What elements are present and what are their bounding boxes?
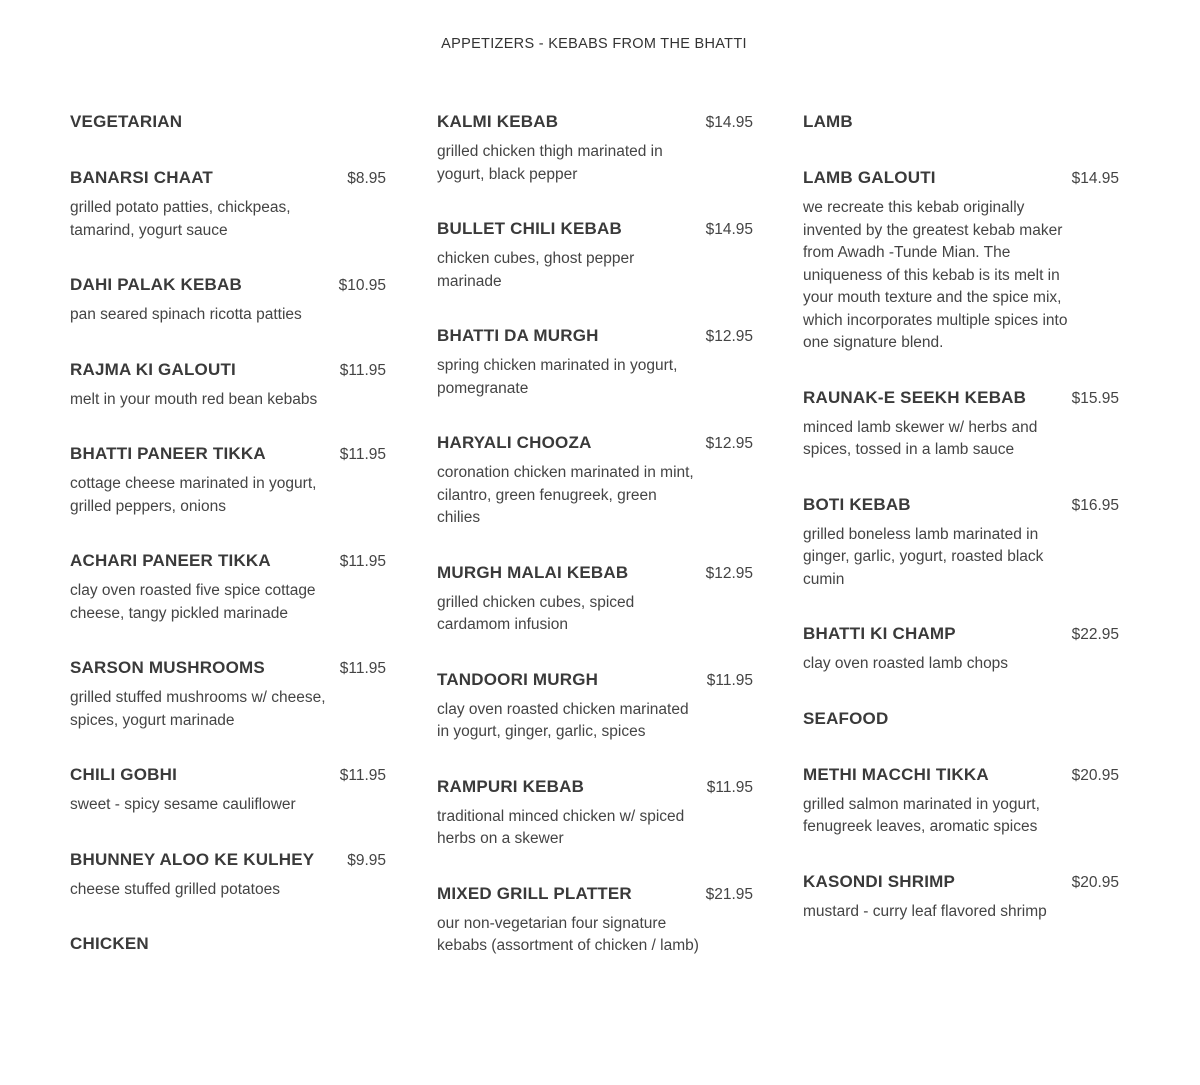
menu-item-name: MIXED GRILL PLATTER	[437, 883, 632, 903]
menu-item-name: HARYALI CHOOZA	[437, 433, 592, 452]
menu-item-name: DAHI PALAK KEBAB	[70, 275, 242, 294]
menu-item-name: BHUNNEY ALOO KE KULHEY	[70, 849, 315, 869]
menu-item-header	[803, 871, 1119, 893]
menu-item	[70, 443, 386, 518]
menu-item-header	[70, 167, 386, 189]
menu-item-description: grilled potato patties, chickpeas, tamarind, yogurt sauce	[70, 199, 291, 239]
menu-item-name: RAJMA KI GALOUTI	[70, 359, 236, 379]
menu-item-price: $15.95	[1071, 389, 1119, 407]
menu-item-header	[803, 764, 1119, 786]
menu-item-header	[70, 550, 386, 572]
menu-item-description: cottage cheese marinated in yogurt, grilled peppers, onions	[70, 475, 317, 515]
menu-item-price: $11.95	[339, 361, 386, 379]
menu-item-name: BHATTI PANEER TIKKA	[70, 444, 266, 463]
menu-item	[437, 111, 753, 186]
menu-item-name: CHILI GOBHI	[70, 765, 178, 784]
menu-item	[437, 562, 753, 637]
menu-item-header	[70, 359, 386, 381]
menu-item	[437, 669, 753, 744]
menu-item-header	[70, 849, 386, 871]
menu-item-header	[437, 562, 753, 584]
menu-item-header	[437, 883, 753, 905]
menu-item	[803, 494, 1119, 592]
menu-item-price: $14.95	[1071, 170, 1119, 187]
menu-item-name: MURGH MALAI KEBAB	[437, 562, 629, 582]
menu-item-price: $12.95	[705, 435, 753, 452]
menu-item-description: our non-vegetarian four signature kebabs (assortment of chicken / lamb)	[437, 914, 699, 954]
menu-item-header	[803, 167, 1119, 189]
menu-item-description: clay oven roasted chicken marinated in yogurt, ginger, garlic, spices	[437, 700, 689, 740]
menu-item-price: $21.95	[705, 885, 753, 903]
menu-item-header	[803, 494, 1119, 516]
menu-item-header	[437, 432, 753, 454]
menu-item-description: grilled chicken cubes, spiced cardamom infusion	[437, 593, 635, 633]
menu-item-name: BHATTI DA MURGH	[437, 326, 599, 345]
menu-item-header	[70, 443, 386, 465]
menu-item	[803, 764, 1119, 839]
menu-item-name: KASONDI SHRIMP	[803, 871, 956, 891]
menu-item	[803, 623, 1119, 676]
menu-item-name: ACHARI PANEER TIKKA	[70, 551, 271, 570]
menu-item-name: BULLET CHILI KEBAB	[437, 219, 622, 238]
menu-item-price: $11.95	[339, 553, 386, 570]
menu-item-description: coronation chicken marinated in mint, cilantro, green fenugreek, green chilies	[437, 464, 694, 526]
menu-item	[437, 883, 753, 958]
menu-item-name: LAMB GALOUTI	[803, 168, 936, 187]
menu-item-name: TANDOORI MURGH	[437, 669, 599, 689]
menu-item	[70, 359, 386, 412]
menu-item-price: $11.95	[706, 671, 753, 689]
menu-item-price: $16.95	[1071, 496, 1119, 514]
menu-item-price: $8.95	[347, 170, 386, 187]
menu-item-header	[437, 218, 753, 240]
menu-item-price: $20.95	[1071, 766, 1119, 784]
menu-item-name: BANARSI CHAAT	[70, 168, 213, 187]
menu-item-header	[437, 669, 753, 691]
menu-item-price: $22.95	[1071, 626, 1119, 643]
menu-item-description: grilled chicken thigh marinated in yogurt, black pepper	[437, 143, 663, 183]
menu-item-description: grilled stuffed mushrooms w/ cheese, spices, yogurt marinade	[70, 689, 326, 729]
menu-item	[70, 274, 386, 327]
menu-item-header	[437, 325, 753, 347]
menu-column-2	[437, 111, 753, 990]
section-heading: SEAFOOD	[803, 708, 889, 728]
menu-item-description: traditional minced chicken w/ spiced herbs on a skewer	[437, 807, 685, 847]
menu-item-description: clay oven roasted five spice cottage cheese, tangy pickled marinade	[70, 582, 316, 622]
menu-item-description: chicken cubes, ghost pepper marinade	[437, 250, 635, 290]
menu-item-header	[803, 623, 1119, 645]
menu-item-description: sweet - spicy sesame cauliflower	[70, 796, 296, 813]
menu-item-price: $12.95	[705, 564, 753, 582]
menu-item-description: melt in your mouth red bean kebabs	[70, 390, 318, 408]
menu-item-description: grilled salmon marinated in yogurt, fenugreek leaves, aromatic spices	[803, 795, 1040, 835]
menu-column-3	[803, 111, 1119, 955]
menu-item-description: grilled boneless lamb marinated in ginger, garlic, yogurt, roasted black cumin	[803, 525, 1044, 588]
menu-item-price: $11.95	[339, 767, 386, 784]
menu-item	[70, 657, 386, 732]
menu-item-price: $14.95	[705, 221, 753, 238]
menu-item	[437, 776, 753, 851]
menu-item-header	[70, 764, 386, 786]
menu-item-name: BHATTI KI CHAMP	[803, 624, 956, 643]
menu-item-description: spring chicken marinated in yogurt, pomegranate	[437, 357, 678, 397]
menu-item	[70, 167, 386, 242]
menu-item	[437, 432, 753, 530]
menu-item	[70, 849, 386, 902]
menu-item	[70, 550, 386, 625]
menu-item	[803, 387, 1119, 462]
section-heading: LAMB	[803, 112, 853, 131]
menu-item-name: BOTI KEBAB	[803, 494, 911, 514]
menu-item	[803, 871, 1119, 924]
menu-item-price: $14.95	[705, 114, 753, 131]
menu-item	[437, 218, 753, 293]
menu-item-name: KALMI KEBAB	[437, 112, 559, 131]
menu-item-description: mustard - curry leaf flavored shrimp	[803, 902, 1047, 920]
menu-item-price: $10.95	[338, 277, 386, 294]
menu-item-description: cheese stuffed grilled potatoes	[70, 880, 280, 898]
menu-item-price: $12.95	[705, 328, 753, 345]
menu-item-header	[437, 111, 753, 133]
menu-item-price: $11.95	[339, 660, 386, 677]
menu-item-header	[70, 657, 386, 679]
menu-column-1	[70, 111, 386, 989]
menu-item-price: $20.95	[1071, 873, 1119, 891]
menu-item-price: $9.95	[347, 851, 386, 869]
menu-item-name: RAMPURI KEBAB	[437, 776, 585, 796]
menu-item-name: METHI MACCHI TIKKA	[803, 764, 989, 784]
menu-item	[70, 764, 386, 817]
menu-item-price: $11.95	[706, 778, 753, 796]
menu-item-header	[803, 387, 1119, 409]
menu-item-description: clay oven roasted lamb chops	[803, 655, 1009, 672]
menu-item-description: pan seared spinach ricotta patties	[70, 306, 302, 323]
menu-item	[437, 325, 753, 400]
menu-item-header	[437, 776, 753, 798]
menu-item	[803, 167, 1119, 355]
section-heading: CHICKEN	[70, 934, 149, 953]
page-title: APPETIZERS - KEBABS FROM THE BHATTI	[441, 36, 747, 52]
section-heading: VEGETARIAN	[70, 112, 183, 131]
menu-item-header	[70, 274, 386, 296]
menu-item-name: RAUNAK-E SEEKH KEBAB	[803, 387, 1027, 407]
menu-item-description: minced lamb skewer w/ herbs and spices, tossed in a lamb sauce	[803, 418, 1038, 458]
menu-item-price: $11.95	[339, 446, 386, 463]
menu-item-name: SARSON MUSHROOMS	[70, 658, 265, 677]
menu-item-description: we recreate this kebab originally invented by the greatest kebab maker from Awadh -Tunde Mian. The uniqueness of this kebab is its melt in your mouth texture and the spice mix, which incorporates multiple spices into one signature blend.	[803, 199, 1068, 351]
